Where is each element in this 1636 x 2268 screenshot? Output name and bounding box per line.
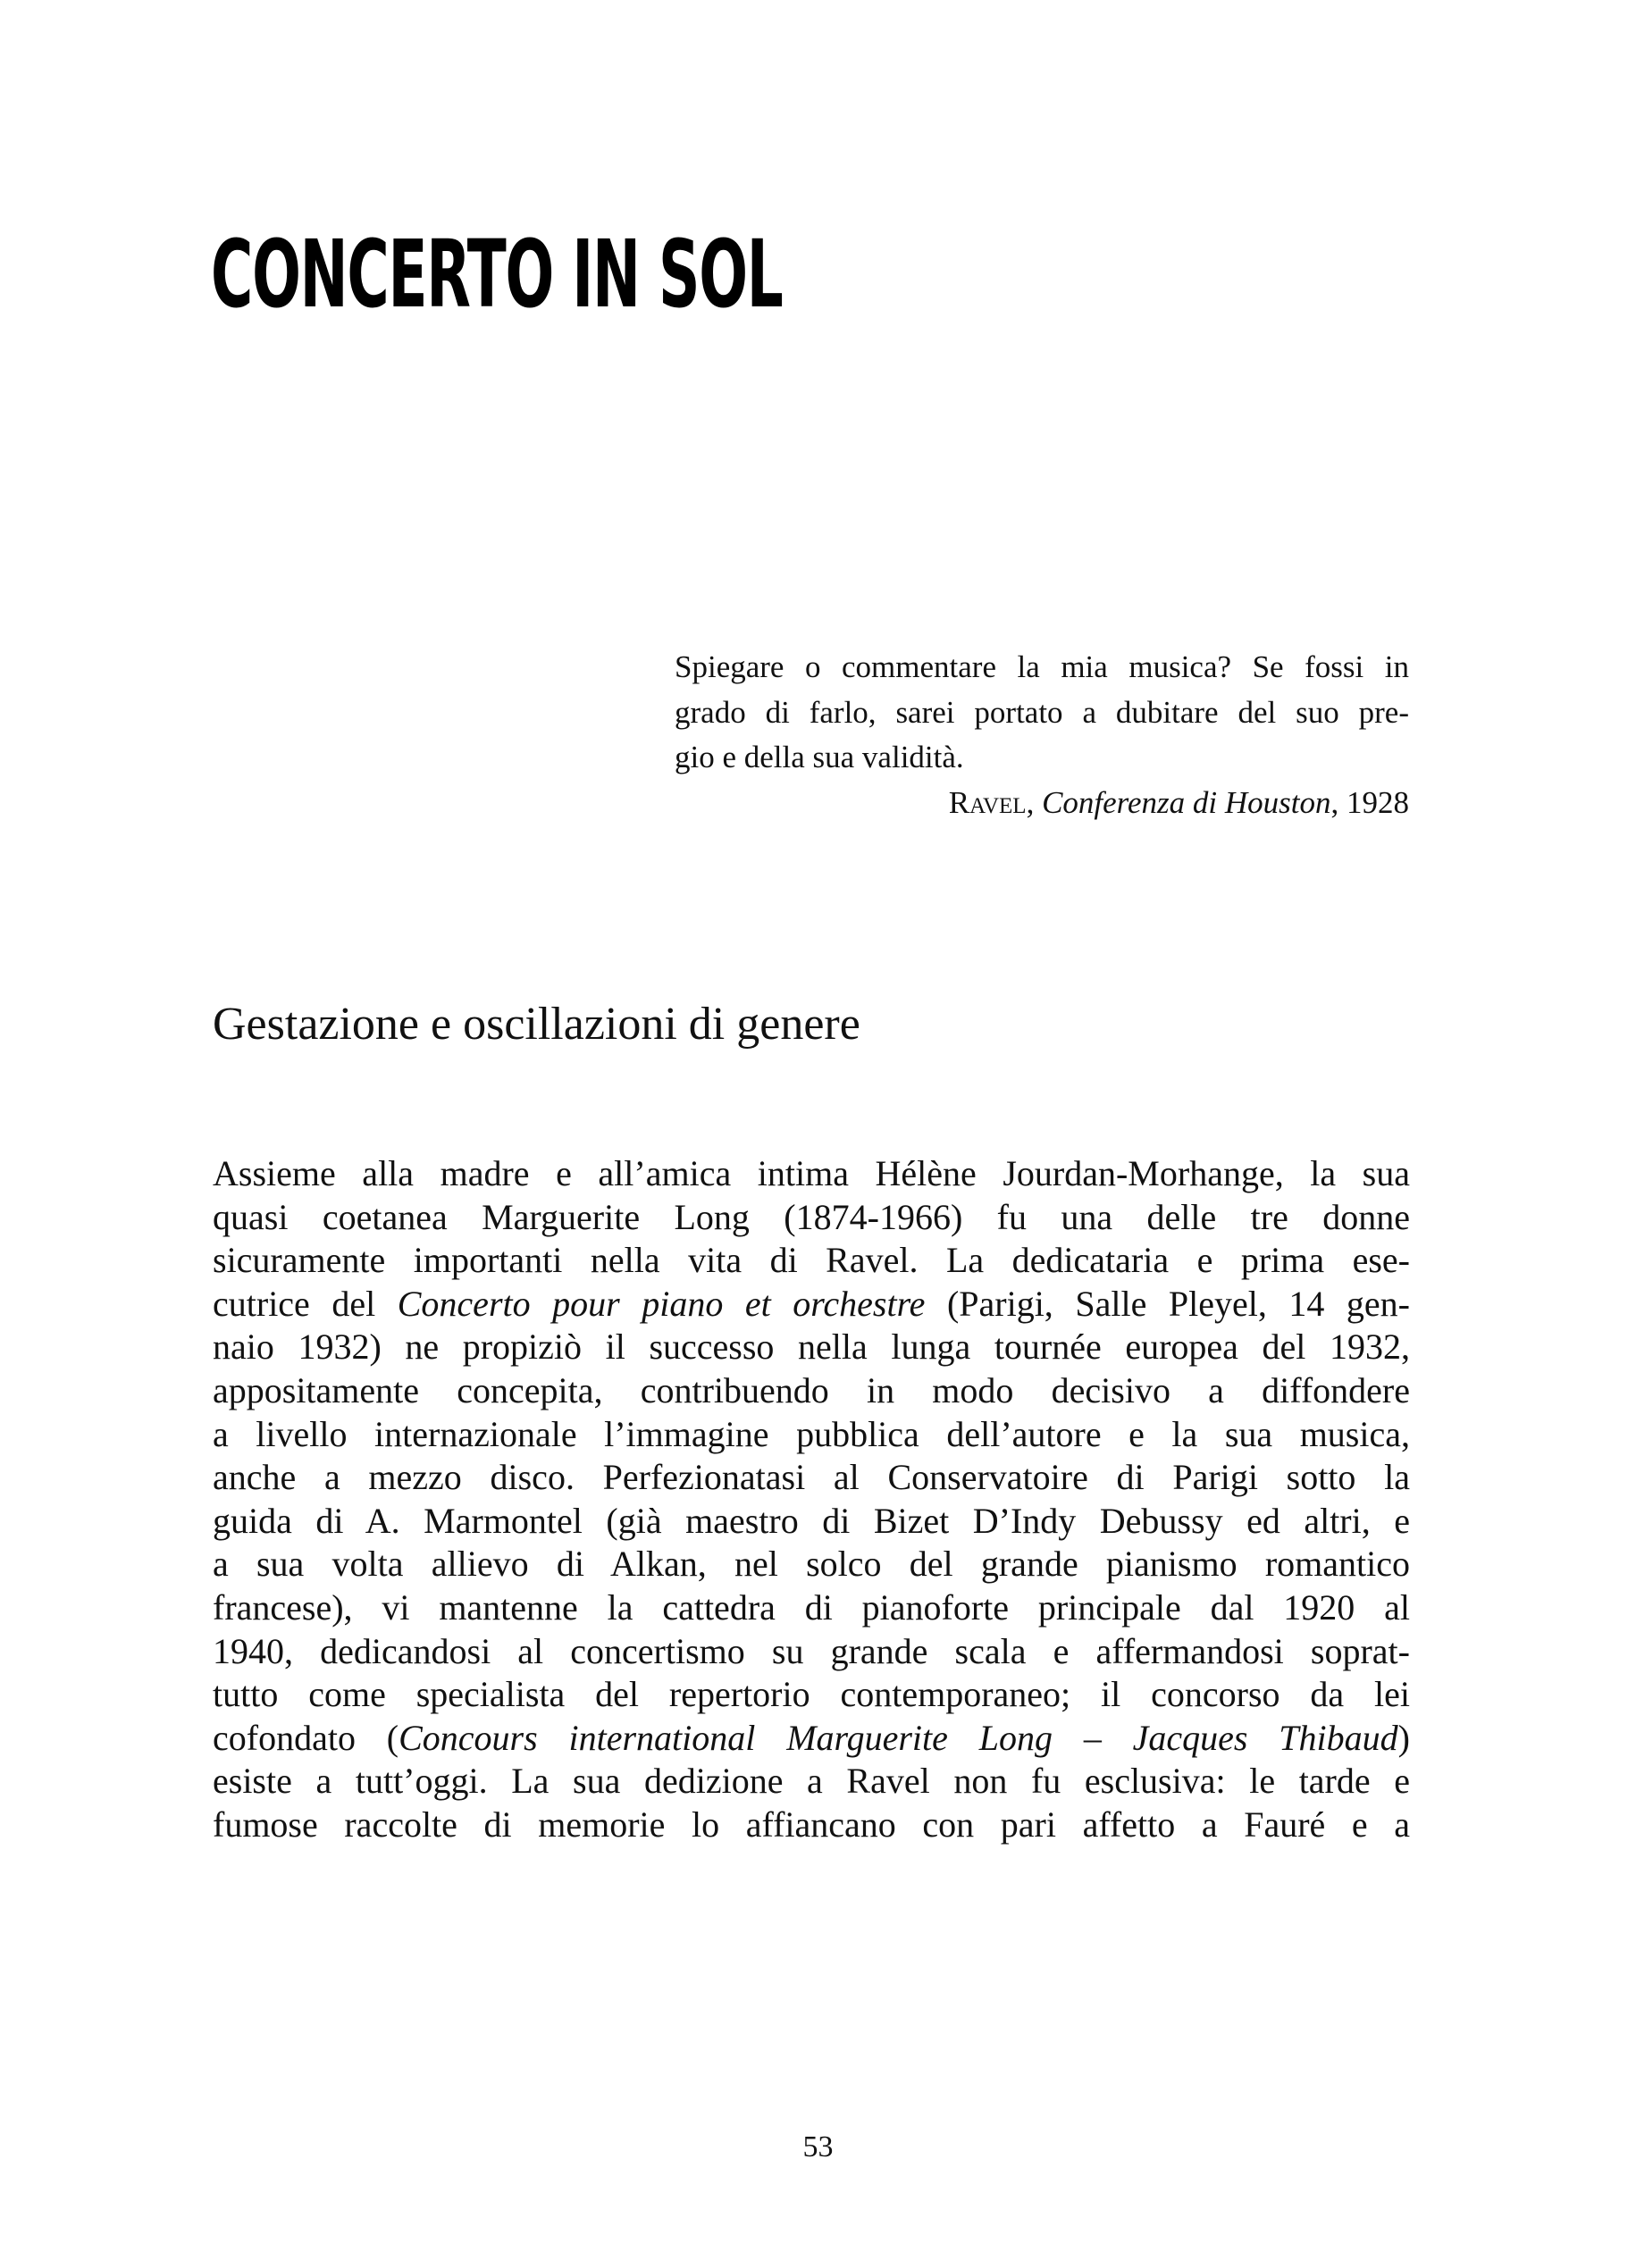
epigraph-work: Conferenza di Houston bbox=[1042, 784, 1331, 820]
body-paragraph bbox=[213, 1152, 1410, 1847]
text-segment: (Parigi, Salle Pleyel, 14 gen- bbox=[925, 1283, 1410, 1324]
text-segment: a sua volta allievo di Alkan, nel solco del grande pianismo romantico bbox=[213, 1544, 1410, 1585]
epigraph-quote bbox=[675, 645, 1409, 781]
text-segment: sicuramente importanti nella vita di Ravel. La dedicataria e prima ese- bbox=[213, 1240, 1410, 1281]
body-line bbox=[213, 1326, 1410, 1369]
text-segment: naio 1932) ne propiziò il successo nella lunga tournée europea del 1932, bbox=[213, 1326, 1410, 1368]
epigraph-separator: , bbox=[1026, 784, 1043, 820]
text-segment: a livello internazionale l’immagine pubblica dell’autore e la sua musica, bbox=[213, 1413, 1410, 1454]
text-segment: quasi coetanea Marguerite Long (1874-1966) fu una delle tre donne bbox=[213, 1196, 1410, 1237]
text-segment: guida di A. Marmontel (già maestro di Bizet D’Indy Debussy ed altri, e bbox=[213, 1500, 1410, 1541]
text-segment: 1940, dedicandosi al concertismo su grande scala e affermandosi soprat- bbox=[213, 1630, 1410, 1671]
body-line bbox=[213, 1760, 1410, 1804]
text-segment: ) bbox=[1397, 1717, 1410, 1758]
body-line bbox=[213, 1543, 1410, 1586]
epigraph bbox=[675, 645, 1409, 825]
body-line bbox=[213, 1413, 1410, 1457]
epigraph-line: gio e della sua validità. bbox=[675, 740, 964, 774]
italic-title: Concerto pour piano et orchestre bbox=[397, 1283, 926, 1324]
body-line bbox=[213, 1196, 1410, 1240]
text-segment: cutrice del bbox=[213, 1283, 398, 1324]
body-line bbox=[213, 1283, 1410, 1326]
epigraph-author: Ravel bbox=[948, 784, 1027, 820]
text-segment: tutto come specialista del repertorio contemporaneo; il concorso da lei bbox=[213, 1674, 1410, 1715]
body-line bbox=[213, 1673, 1410, 1717]
text-segment: esiste a tutt’oggi. La sua dedizione a Ravel non fu esclusiva: le tarde e bbox=[213, 1761, 1410, 1802]
body-line bbox=[213, 1630, 1410, 1674]
epigraph-year: , 1928 bbox=[1330, 784, 1409, 820]
italic-title: Concours international Marguerite Long – Jacques Thibaud bbox=[399, 1717, 1398, 1758]
body-line bbox=[213, 1717, 1410, 1761]
body-line bbox=[213, 1456, 1410, 1500]
text-segment: francese), vi mantenne la cattedra di pianoforte principale dal 1920 al bbox=[213, 1586, 1410, 1628]
text-segment: Assieme alla madre e all’amica intima Hélène Jourdan-Morhange, la sua bbox=[213, 1153, 1410, 1193]
body-line bbox=[213, 1804, 1410, 1847]
text-segment: fumose raccolte di memorie lo affiancano con pari affetto a Fauré e a bbox=[213, 1804, 1410, 1845]
body-line bbox=[213, 1500, 1410, 1544]
body-line bbox=[213, 1369, 1410, 1413]
body-line bbox=[213, 1239, 1410, 1283]
body-line bbox=[213, 1152, 1410, 1196]
text-segment: anche a mezzo disco. Perfezionatasi al Conservatoire di Parigi sotto la bbox=[213, 1457, 1410, 1498]
text-segment: appositamente concepita, contribuendo in modo decisivo a diffondere bbox=[213, 1369, 1410, 1410]
chapter-title: CONCERTO IN SOL bbox=[211, 220, 783, 329]
epigraph-source bbox=[675, 781, 1409, 826]
section-heading: Gestazione e oscillazioni di genere bbox=[213, 999, 860, 1050]
text-segment: cofondato ( bbox=[213, 1717, 399, 1758]
body-line bbox=[213, 1586, 1410, 1630]
epigraph-line: grado di farlo, sarei portato a dubitare del suo pre- bbox=[675, 694, 1409, 730]
page-number: 53 bbox=[802, 2130, 834, 2163]
epigraph-line: Spiegare o commentare la mia musica? Se fossi in bbox=[675, 649, 1409, 684]
